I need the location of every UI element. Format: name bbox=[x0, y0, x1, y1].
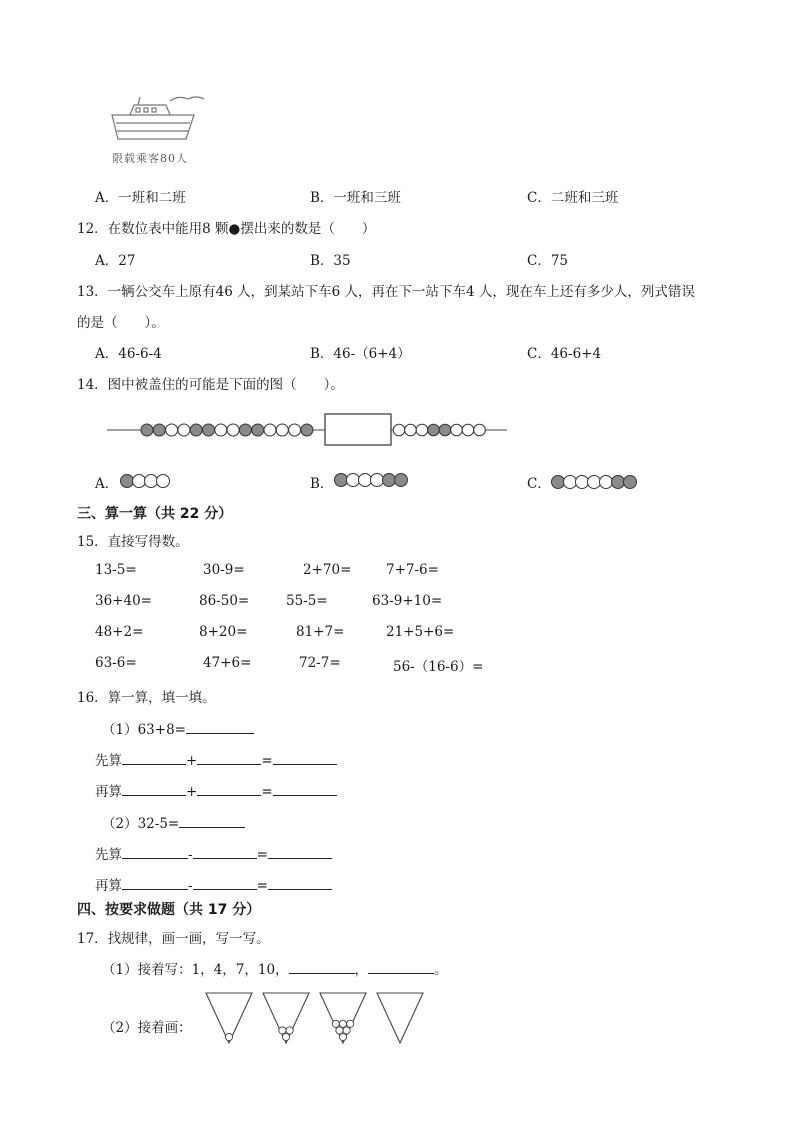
grey-bead bbox=[121, 475, 134, 488]
white-bead bbox=[227, 424, 239, 436]
q15-item: 56-（16-6）= bbox=[393, 659, 484, 675]
grey-bead bbox=[141, 424, 153, 436]
first-step-label: 先算 bbox=[95, 753, 122, 769]
q16-part2-label: （2）32-5= bbox=[102, 816, 180, 832]
grey-bead bbox=[252, 424, 264, 436]
answer-blank[interactable] bbox=[122, 844, 188, 859]
comma: ， bbox=[354, 962, 369, 978]
q16-part1-first-row bbox=[95, 749, 337, 769]
q15-item: 30-9= bbox=[203, 562, 245, 578]
q12-stem: 12．在数位表中能用8 颗●摆出来的数是（ ） bbox=[77, 221, 376, 237]
white-bead bbox=[393, 424, 405, 436]
answer-blank[interactable] bbox=[193, 844, 257, 859]
answer-blank[interactable] bbox=[197, 781, 261, 796]
q11-option-b[interactable]: B．一班和三班 bbox=[310, 190, 401, 206]
grey-bead bbox=[239, 424, 251, 436]
minus-sign: - bbox=[188, 847, 193, 863]
equals-sign: = bbox=[256, 847, 268, 863]
q16-part1-then-row bbox=[95, 780, 337, 800]
q14-option-b[interactable] bbox=[310, 472, 333, 492]
q14-option-a[interactable] bbox=[95, 472, 118, 492]
white-bead bbox=[347, 474, 360, 487]
grey-bead bbox=[335, 474, 348, 487]
grey-bead bbox=[301, 424, 313, 436]
q15-item: 7+7-6= bbox=[386, 562, 439, 578]
q16-part2-then-row bbox=[95, 874, 332, 894]
q13-option-a[interactable]: A．46-6-4 bbox=[95, 346, 162, 362]
white-bead bbox=[371, 474, 384, 487]
grey-bead bbox=[395, 474, 408, 487]
q14-option-a-beads bbox=[118, 471, 178, 491]
q14-stem: 14．图中被盖住的可能是下面的图（ ）。 bbox=[77, 377, 344, 393]
ship-icon bbox=[108, 93, 213, 151]
q17-sequence: （1）接着写：1，4，7，10， bbox=[102, 962, 289, 978]
white-bead bbox=[588, 476, 601, 489]
q15-item: 48+2= bbox=[95, 624, 144, 640]
answer-blank[interactable] bbox=[122, 750, 186, 765]
q13-option-b[interactable]: B．46-（6+4） bbox=[310, 346, 411, 362]
q15-item: 13-5= bbox=[95, 562, 137, 578]
q16-part1-label: （1）63+8= bbox=[102, 722, 186, 738]
grey-bead bbox=[428, 424, 440, 436]
q14-option-c[interactable] bbox=[527, 472, 551, 492]
answer-blank[interactable] bbox=[193, 875, 257, 890]
white-bead bbox=[600, 476, 613, 489]
white-bead bbox=[405, 424, 417, 436]
white-bead bbox=[215, 424, 227, 436]
q15-item: 63-9+10= bbox=[372, 593, 443, 609]
answer-blank[interactable] bbox=[368, 959, 434, 974]
q17-stem: 17．找规律，画一画，写一写。 bbox=[77, 931, 270, 947]
q12-option-c[interactable]: C．75 bbox=[527, 253, 569, 269]
q14-option-c-label: C． bbox=[527, 476, 551, 492]
triangle-circle bbox=[279, 1027, 286, 1034]
answer-blank[interactable] bbox=[122, 875, 188, 890]
grey-bead bbox=[203, 424, 215, 436]
q15-item: 47+6= bbox=[203, 655, 252, 671]
ship-caption: 限载乘客80人 bbox=[112, 152, 188, 165]
answer-blank[interactable] bbox=[186, 719, 254, 734]
white-bead bbox=[145, 475, 158, 488]
white-bead bbox=[462, 424, 474, 436]
q15-item: 21+5+6= bbox=[386, 624, 455, 640]
white-bead bbox=[451, 424, 463, 436]
section-3-title: 三、算一算（共 22 分） bbox=[77, 506, 233, 522]
period: 。 bbox=[434, 962, 448, 978]
answer-blank[interactable] bbox=[268, 844, 332, 859]
white-bead bbox=[264, 424, 276, 436]
white-bead bbox=[178, 424, 190, 436]
white-bead bbox=[474, 424, 486, 436]
q11-option-a[interactable]: A．一班和二班 bbox=[95, 190, 186, 206]
q16-stem: 16．算一算，填一填。 bbox=[77, 690, 216, 706]
white-bead bbox=[564, 476, 577, 489]
grey-bead bbox=[153, 424, 165, 436]
white-bead bbox=[576, 476, 589, 489]
triangle-circle bbox=[339, 1020, 346, 1027]
equals-sign: = bbox=[256, 878, 268, 894]
triangle-circle bbox=[225, 1033, 232, 1040]
q16-part2-first-row bbox=[95, 843, 332, 863]
triangle-circle bbox=[339, 1033, 346, 1040]
grey-bead bbox=[190, 424, 202, 436]
answer-blank[interactable] bbox=[289, 959, 355, 974]
plus-sign: + bbox=[186, 784, 198, 800]
q17-part1 bbox=[102, 958, 448, 978]
white-bead bbox=[276, 424, 288, 436]
answer-blank[interactable] bbox=[273, 750, 337, 765]
then-step-label: 再算 bbox=[95, 878, 122, 894]
q15-item: 55-5= bbox=[286, 593, 328, 609]
q15-item: 36+40= bbox=[95, 593, 152, 609]
answer-blank[interactable] bbox=[268, 875, 332, 890]
q15-item: 72-7= bbox=[299, 655, 341, 671]
grey-bead bbox=[624, 476, 637, 489]
q15-item: 81+7= bbox=[296, 624, 345, 640]
q17-triangles bbox=[200, 990, 440, 1050]
q14-bead-string bbox=[105, 410, 515, 450]
q14-option-c-beads bbox=[549, 472, 649, 492]
q15-stem: 15．直接写得数。 bbox=[77, 534, 189, 550]
q14-option-b-beads bbox=[332, 470, 422, 490]
q15-item: 2+70= bbox=[303, 562, 352, 578]
q12-option-b[interactable]: B．35 bbox=[310, 253, 351, 269]
grey-bead bbox=[552, 476, 565, 489]
q14-option-b-label: B． bbox=[310, 476, 334, 492]
triangle-circle bbox=[282, 1033, 289, 1040]
triangle-shape bbox=[377, 993, 423, 1043]
q14-cover-box bbox=[325, 414, 391, 445]
q15-item: 63-6= bbox=[95, 655, 137, 671]
answer-blank[interactable] bbox=[179, 813, 245, 828]
q16-part1 bbox=[102, 718, 254, 738]
first-step-label: 先算 bbox=[95, 847, 122, 863]
triangle-circle bbox=[332, 1020, 339, 1027]
triangle-circle bbox=[343, 1027, 350, 1034]
equals-sign: = bbox=[261, 753, 273, 769]
section-4-title: 四、按要求做题（共 17 分） bbox=[77, 902, 261, 918]
answer-blank[interactable] bbox=[273, 781, 337, 796]
white-bead bbox=[133, 475, 146, 488]
then-step-label: 再算 bbox=[95, 784, 122, 800]
minus-sign: - bbox=[188, 878, 193, 894]
white-bead bbox=[289, 424, 301, 436]
q13-stem-line1: 13．一辆公交车上原有46 人，到某站下车6 人，再在下一站下车4 人，现在车上还有多少人，列式错误 bbox=[77, 284, 695, 300]
q13-stem-line2: 的是（ ）。 bbox=[77, 315, 165, 331]
q12-option-a[interactable]: A．27 bbox=[95, 253, 136, 269]
white-bead bbox=[359, 474, 372, 487]
q16-part2 bbox=[102, 812, 245, 832]
triangle-circle bbox=[336, 1027, 343, 1034]
equals-sign: = bbox=[261, 784, 273, 800]
white-bead bbox=[166, 424, 178, 436]
q17-part2-label: （2）接着画： bbox=[102, 1020, 192, 1036]
triangle-circle bbox=[286, 1027, 293, 1034]
white-bead bbox=[416, 424, 428, 436]
triangle-circle bbox=[347, 1020, 354, 1027]
q14-option-a-label: A． bbox=[95, 476, 119, 492]
white-bead bbox=[157, 475, 170, 488]
ship-illustration bbox=[108, 93, 213, 167]
grey-bead bbox=[383, 474, 396, 487]
plus-sign: + bbox=[186, 753, 198, 769]
answer-blank[interactable] bbox=[197, 750, 261, 765]
grey-bead bbox=[612, 476, 625, 489]
answer-blank[interactable] bbox=[122, 781, 186, 796]
q13-option-c[interactable]: C．46-6+4 bbox=[527, 346, 602, 362]
q11-option-c[interactable]: C．二班和三班 bbox=[527, 190, 619, 206]
grey-bead bbox=[439, 424, 451, 436]
q15-item: 8+20= bbox=[199, 624, 248, 640]
q15-item: 86-50= bbox=[199, 593, 250, 609]
